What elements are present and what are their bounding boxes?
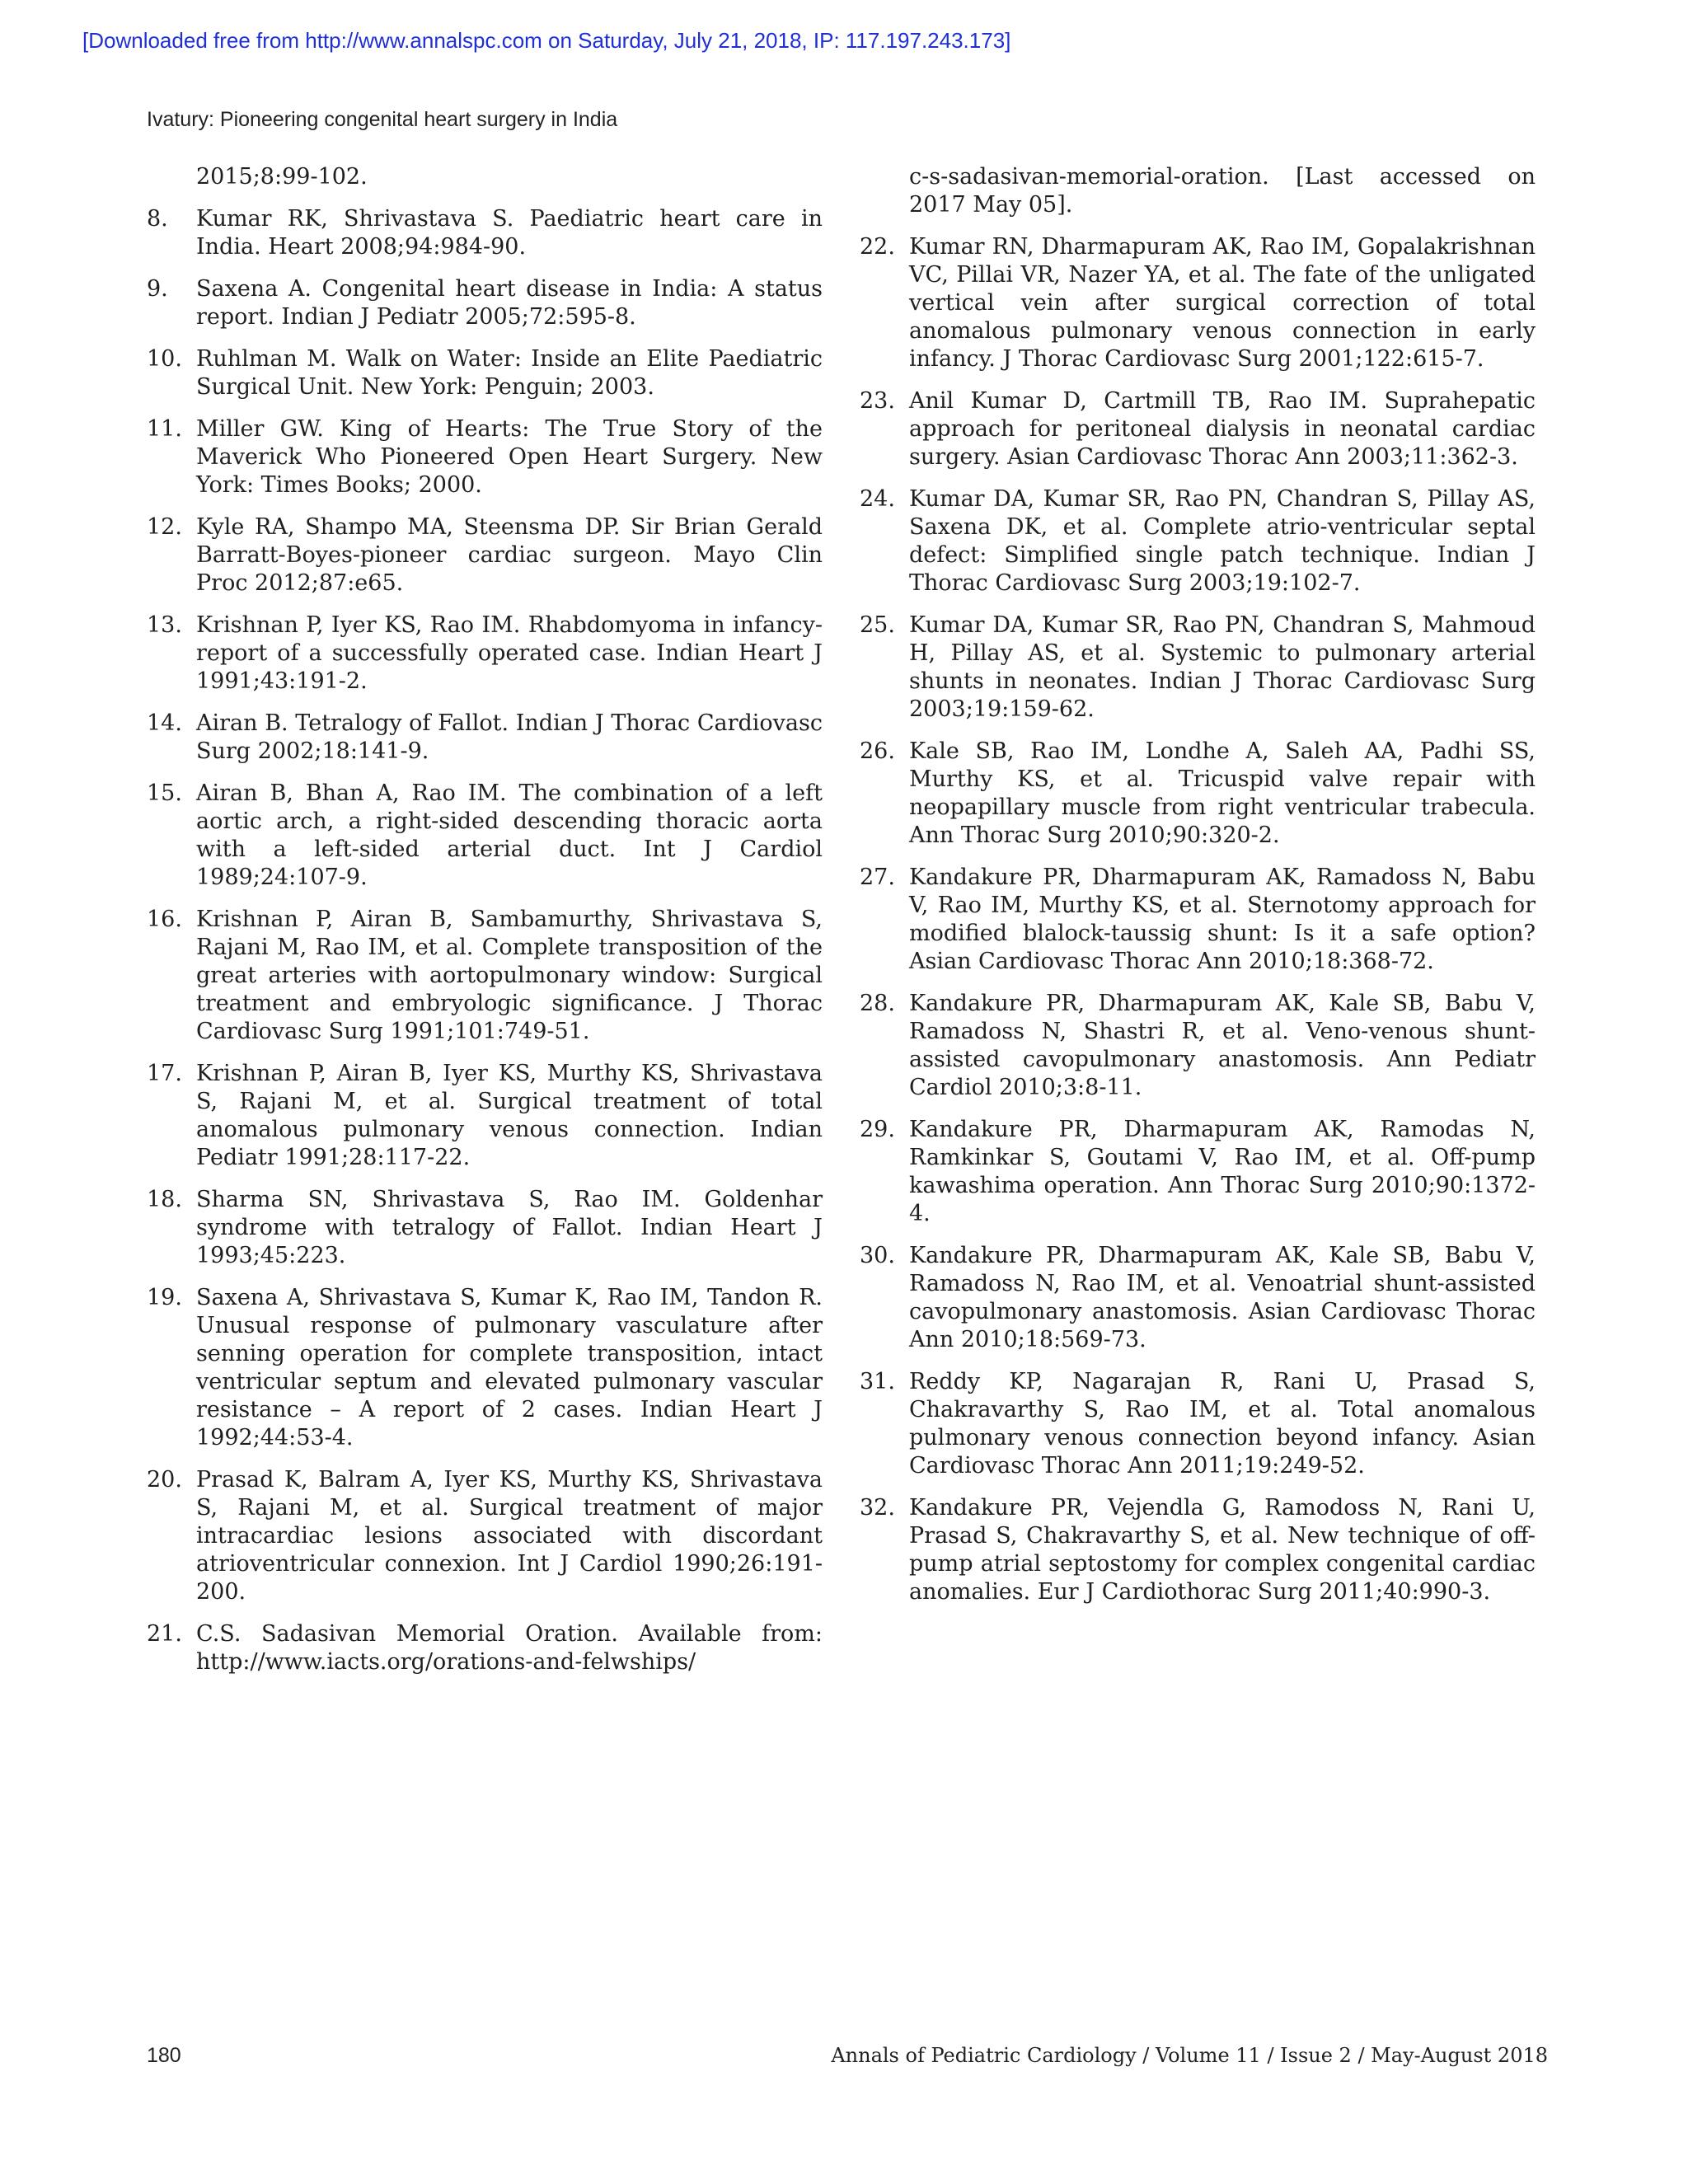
references-left-column: [147, 163, 823, 1690]
reference-number: 20.: [147, 1467, 182, 1493]
reference-item-22: [860, 233, 1536, 373]
reference-item-31: [860, 1368, 1536, 1480]
reference-number: 29.: [860, 1117, 895, 1142]
reference-item-12: [147, 513, 823, 598]
reference-text: Reddy KP, Nagarajan R, Rani U, Prasad S, Chakravarthy S, Rao IM, et al. Total anomalous pulmonary venous connection beyond infancy. Asian Cardiovasc Thorac Ann 2011;19:249-52.: [909, 1369, 1536, 1479]
reference-item-25: [860, 612, 1536, 724]
reference-text: C.S. Sadasivan Memorial Oration. Available from: http://www.iacts.org/orations-and-felwships/: [196, 1621, 823, 1675]
references-right-column: [860, 163, 1536, 1620]
reference-text: Kumar DA, Kumar SR, Rao PN, Chandran S, Pillay AS, Saxena DK, et al. Complete atrio-ventricular septal defect: Simplified single patch technique. Indian J Thorac Cardiovasc Surg 2003;19:102-7.: [909, 486, 1536, 596]
reference-item-29: [860, 1116, 1536, 1228]
page-number: 180: [147, 2044, 181, 2067]
download-banner: [Downloaded free from http://www.annalspc.com on Saturday, July 21, 2018, IP: 117.197.243.173]: [82, 28, 1011, 53]
reference-number: 27.: [860, 865, 895, 890]
reference-item-11: [147, 415, 823, 499]
reference-number: 32.: [860, 1495, 895, 1521]
reference-text: Saxena A, Shrivastava S, Kumar K, Rao IM, Tandon R. Unusual response of pulmonary vasculature after senning operation for complete transposition, intact ventricular septum and elevated pulmonary vascular resistance – A report of 2 cases. Indian Heart J 1992;44:53-4.: [196, 1285, 823, 1451]
reference-text: Kyle RA, Shampo MA, Steensma DP. Sir Brian Gerald Barratt-Boyes-pioneer cardiac surgeon. Mayo Clin Proc 2012;87:e65.: [196, 514, 823, 596]
reference-text: Prasad K, Balram A, Iyer KS, Murthy KS, Shrivastava S, Rajani M, et al. Surgical treatment of major intracardiac lesions associated with discordant atrioventricular connexion. Int J Cardiol 1990;26:191-200.: [196, 1467, 823, 1605]
reference-number: 22.: [860, 234, 895, 260]
reference-text: Ruhlman M. Walk on Water: Inside an Elite Paediatric Surgical Unit. New York: Penguin; 2003.: [196, 346, 823, 400]
reference-number: 13.: [147, 612, 182, 638]
reference-item-14: [147, 710, 823, 766]
reference-number: 10.: [147, 346, 182, 372]
reference-item-16: [147, 906, 823, 1046]
reference-text: Krishnan P, Airan B, Iyer KS, Murthy KS, Shrivastava S, Rajani M, et al. Surgical treatment of total anomalous pulmonary venous connection. Indian Pediatr 1991;28:117-22.: [196, 1061, 823, 1170]
reference-text: Kandakure PR, Dharmapuram AK, Kale SB, Babu V, Ramadoss N, Shastri R, et al. Veno-venous shunt-assisted cavopulmonary anastomosis. Ann Pediatr Cardiol 2010;3:8-11.: [909, 991, 1536, 1100]
reference-continuation-right: c-s-sadasivan-memorial-oration. [Last accessed on 2017 May 05].: [909, 164, 1536, 218]
reference-text: Kale SB, Rao IM, Londhe A, Saleh AA, Padhi SS, Murthy KS, et al. Tricuspid valve repair with neopapillary muscle from right ventricular trabecula. Ann Thorac Surg 2010;90:320-2.: [909, 738, 1536, 848]
reference-number: 8.: [147, 206, 168, 232]
reference-item-13: [147, 612, 823, 696]
reference-item-32: [860, 1494, 1536, 1606]
reference-number: 14.: [147, 710, 182, 736]
reference-item-28: [860, 990, 1536, 1102]
reference-text: Kumar DA, Kumar SR, Rao PN, Chandran S, Mahmoud H, Pillay AS, et al. Systemic to pulmonary arterial shunts in neonates. Indian J Thorac Cardiovasc Surg 2003;19:159-62.: [909, 612, 1536, 722]
reference-continuation-left: 2015;8:99-102.: [196, 164, 368, 190]
reference-item-10: [147, 345, 823, 401]
reference-text: Kumar RN, Dharmapuram AK, Rao IM, Gopalakrishnan VC, Pillai VR, Nazer YA, et al. The fate of the unligated vertical vein after surgical correction of total anomalous pulmonary venous connection in early infancy. J Thorac Cardiovasc Surg 2001;122:615-7.: [909, 234, 1536, 372]
reference-number: 30.: [860, 1243, 895, 1268]
reference-item-23: [860, 387, 1536, 471]
reference-item-30: [860, 1242, 1536, 1354]
reference-text: Krishnan P, Airan B, Sambamurthy, Shrivastava S, Rajani M, Rao IM, et al. Complete transposition of the great arteries with aortopulmonary window: Surgical treatment and embryologic significance. J Thorac Cardiovasc Surg 1991;101:749-51.: [196, 907, 823, 1044]
reference-number: 9.: [147, 276, 168, 302]
reference-item-17: [147, 1060, 823, 1172]
reference-text: Kumar RK, Shrivastava S. Paediatric heart care in India. Heart 2008;94:984-90.: [196, 206, 823, 260]
reference-number: 23.: [860, 388, 895, 414]
reference-item-20: [147, 1466, 823, 1606]
reference-number: 26.: [860, 738, 895, 764]
reference-item-9: [147, 275, 823, 331]
reference-item-24: [860, 485, 1536, 598]
reference-text: Kandakure PR, Dharmapuram AK, Ramodas N, Ramkinkar S, Goutami V, Rao IM, et al. Off-pump kawashima operation. Ann Thorac Surg 2010;90:1372-4.: [909, 1117, 1536, 1226]
reference-number: 31.: [860, 1369, 895, 1394]
reference-number: 15.: [147, 780, 182, 806]
reference-item-27: [860, 864, 1536, 976]
running-head: Ivatury: Pioneering congenital heart surgery in India: [147, 108, 618, 131]
reference-item-8: [147, 205, 823, 261]
reference-text: Miller GW. King of Hearts: The True Story of the Maverick Who Pioneered Open Heart Surgery. New York: Times Books; 2000.: [196, 416, 823, 498]
reference-number: 19.: [147, 1285, 182, 1310]
reference-number: 11.: [147, 416, 182, 442]
reference-text: Airan B, Bhan A, Rao IM. The combination of a left aortic arch, a right-sided descending thoracic aorta with a left-sided arterial duct. Int J Cardiol 1989;24:107-9.: [196, 780, 823, 890]
reference-number: 28.: [860, 991, 895, 1016]
reference-number: 18.: [147, 1187, 182, 1212]
reference-item-18: [147, 1186, 823, 1270]
reference-number: 21.: [147, 1621, 182, 1647]
reference-number: 25.: [860, 612, 895, 638]
reference-item-15: [147, 780, 823, 892]
reference-text: Kandakure PR, Dharmapuram AK, Kale SB, Babu V, Ramadoss N, Rao IM, et al. Venoatrial shunt-assisted cavopulmonary anastomosis. Asian Cardiovasc Thorac Ann 2010;18:569-73.: [909, 1243, 1536, 1352]
reference-item-19: [147, 1284, 823, 1452]
reference-text: Airan B. Tetralogy of Fallot. Indian J Thorac Cardiovasc Surg 2002;18:141-9.: [196, 710, 823, 764]
reference-number: 17.: [147, 1061, 182, 1086]
reference-number: 24.: [860, 486, 895, 512]
reference-number: 12.: [147, 514, 182, 540]
reference-text: Kandakure PR, Dharmapuram AK, Ramadoss N, Babu V, Rao IM, Murthy KS, et al. Sternotomy approach for modified blalock-taussig shunt: Is it a safe option? Asian Cardiovasc Thorac Ann 2010;18:368-72.: [909, 865, 1536, 974]
reference-text: Saxena A. Congenital heart disease in India: A status report. Indian J Pediatr 2005;72:595-8.: [196, 276, 823, 330]
reference-text: Sharma SN, Shrivastava S, Rao IM. Goldenhar syndrome with tetralogy of Fallot. Indian Heart J 1993;45:223.: [196, 1187, 823, 1268]
journal-footer: Annals of Pediatric Cardiology / Volume 11 / Issue 2 / May-August 2018: [831, 2044, 1548, 2067]
reference-item-21: [147, 1620, 823, 1676]
reference-text: Krishnan P, Iyer KS, Rao IM. Rhabdomyoma in infancy-report of a successfully operated case. Indian Heart J 1991;43:191-2.: [196, 612, 823, 694]
reference-item-26: [860, 738, 1536, 850]
reference-text: Kandakure PR, Vejendla G, Ramodoss N, Rani U, Prasad S, Chakravarthy S, et al. New technique of off-pump atrial septostomy for complex congenital cardiac anomalies. Eur J Cardiothorac Surg 2011;40:990-3.: [909, 1495, 1536, 1605]
reference-text: Anil Kumar D, Cartmill TB, Rao IM. Suprahepatic approach for peritoneal dialysis in neonatal cardiac surgery. Asian Cardiovasc Thorac Ann 2003;11:362-3.: [909, 388, 1536, 470]
reference-number: 16.: [147, 907, 182, 932]
